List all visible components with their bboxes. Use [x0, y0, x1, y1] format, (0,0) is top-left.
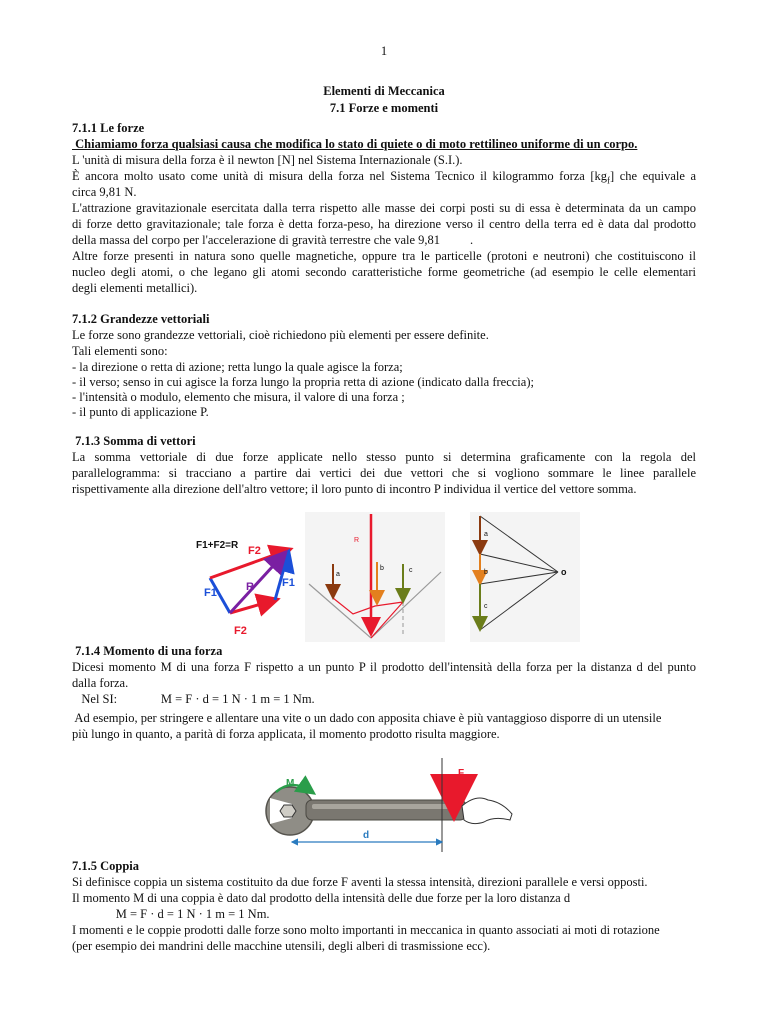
couple-line-4: I momenti e le coppie prodotti dalle forze sono molto importanti in meccanica in quanto associati ai moti di rotazione: [72, 923, 660, 937]
wrench-m-label: M: [286, 778, 295, 789]
paragraph-kgf-cont: circa 9,81 N.: [72, 185, 137, 199]
vector-line-3: - la direzione o retta di azione; retta lungo la quale agisce la forza;: [72, 360, 403, 374]
hand-outline: [462, 798, 512, 824]
funicular-c-label: c: [409, 567, 413, 574]
hex-nut: [280, 805, 296, 817]
document-subtitle: 7.1 Forze e momenti: [329, 101, 439, 115]
paragraph-unit: L 'unità di misura della forza è il newton [N] nel Sistema Internazionale (S.I.).: [72, 153, 463, 167]
funicular-a-label: a: [336, 571, 340, 578]
paragraph-other-forces-1: Altre forze presenti in natura sono quelle magnetiche, oppure tra le particelle (protoni e neutroni) che costituiscono il: [72, 249, 696, 263]
polygon-c-label: c: [484, 603, 488, 610]
heading-7-1-4: 7.1.4 Momento di una forza: [72, 644, 223, 658]
sum-line-2: parallelogramma: si tracciano a partire dai vertici dei due vettori che si vogliono sommare le linee parallele: [72, 466, 696, 480]
paragraph-other-forces-3: degli elementi metallici).: [72, 281, 198, 295]
resultant-label: R: [246, 581, 254, 593]
heading-7-1-2: 7.1.2 Grandezze vettoriali: [72, 312, 210, 326]
funicular-b-label: b: [380, 565, 384, 572]
wrench-d-label: d: [363, 830, 370, 841]
f2-bottom-label: F2: [234, 625, 247, 637]
sum-line-1: La somma vettoriale di due forze applicate nello stesso punto si determina graficamente con la regola del: [72, 450, 696, 464]
vector-line-2: Tali elementi sono:: [72, 344, 168, 358]
couple-formula: M = F · d = 1 N · 1 m = 1 Nm.: [72, 907, 270, 921]
polygon-o-label: o: [561, 567, 567, 577]
couple-line-1: Si definisce coppia un sistema costituito da due forze F aventi la stessa intensità, direzioni parallele e versi opposti.: [72, 875, 648, 889]
document-title: Elementi di Meccanica: [323, 84, 445, 98]
wrench-f-label: F: [458, 768, 465, 779]
polygon-b-label: b: [484, 569, 488, 576]
heading-7-1-5: 7.1.5 Coppia: [72, 859, 140, 873]
funicular-figure: [305, 512, 445, 642]
funicular-r-label: R: [354, 537, 360, 544]
paragraph-gravity-1: L'attrazione gravitazionale esercitata dalla terra rispetto alle masse dei corpi posti su di essa è determinata da un campo: [72, 201, 696, 215]
polygon-a-label: a: [484, 531, 488, 538]
wrench-figure: [262, 756, 518, 856]
moment-line-1: Dicesi momento M di una forza F rispetto a un punto P il prodotto dell'intensità della forza per la distanza d del punto: [72, 660, 696, 674]
vector-line-4: - il verso; senso in cui agisce la forza lungo la propria retta di azione (indicato dalla freccia);: [72, 375, 534, 389]
moment-formula: Nel SI: M = F · d = 1 N · 1 m = 1 Nm.: [72, 692, 315, 706]
paragraph-gravity-3: della massa del corpo per l'accelerazione di gravità terrestre che vale 9,81 .: [72, 233, 474, 247]
vector-line-1: Le forze sono grandezze vettoriali, cioè richiedono più elementi per essere definite.: [72, 328, 489, 342]
sum-line-3: rispettivamente alla direzione dell'altro vettore; il loro punto di incontro P individua il vertice del vettore somma.: [72, 482, 637, 496]
equation-label: F1+F2=R: [196, 540, 239, 551]
moment-line-2: dalla forza.: [72, 676, 129, 690]
force-polygon-figure: [470, 512, 580, 642]
vector-line-6: - il punto di applicazione P.: [72, 405, 209, 419]
couple-line-5: (per esempio dei mandrini delle macchine utensili, degli alberi di trasmissione ecc).: [72, 939, 491, 953]
page-number: 1: [380, 44, 388, 58]
heading-7-1-1: 7.1.1 Le forze: [72, 121, 145, 135]
f2-top-label: F2: [248, 545, 261, 557]
heading-7-1-3: 7.1.3 Somma di vettori: [72, 434, 196, 448]
paragraph-gravity-2: di forze detto gravitazionale; tale forza è detta forza-peso, ha direzione verso il centro della terra ed è data dal prodotto: [72, 217, 696, 231]
moment-line-5: più lungo in quanto, a parità di forza applicata, il momento prodotto risulta maggiore.: [72, 727, 500, 741]
vector-line-5: - l'intensità o modulo, elemento che misura, il valore di una forza ;: [72, 390, 405, 404]
f1-right-label: F1: [282, 577, 295, 589]
moment-line-4: Ad esempio, per stringere e allentare una vite o un dado con apposita chiave è più vantaggioso disporre di un utensile: [72, 711, 662, 725]
paragraph-other-forces-2: nucleo degli atomi, o che legano gli atomi secondo caratteristiche forme geometriche (ad esempio le celle elementari: [72, 265, 696, 279]
parallelogram-figure: [190, 518, 305, 643]
paragraph-kgf: È ancora molto usato come unità di misura della forza nel Sistema Tecnico il kilogrammo forza $[kg_f]$ che equivale a: [72, 169, 696, 186]
f1-left-label: F1: [204, 587, 217, 599]
force-definition: Chiamiamo forza qualsiasi causa che modifica lo stato di quiete o di moto rettilineo uniforme di un corpo.: [72, 137, 638, 151]
couple-line-2: Il momento M di una coppia è dato dal prodotto della intensità delle due forze per la loro distanza d: [72, 891, 571, 905]
